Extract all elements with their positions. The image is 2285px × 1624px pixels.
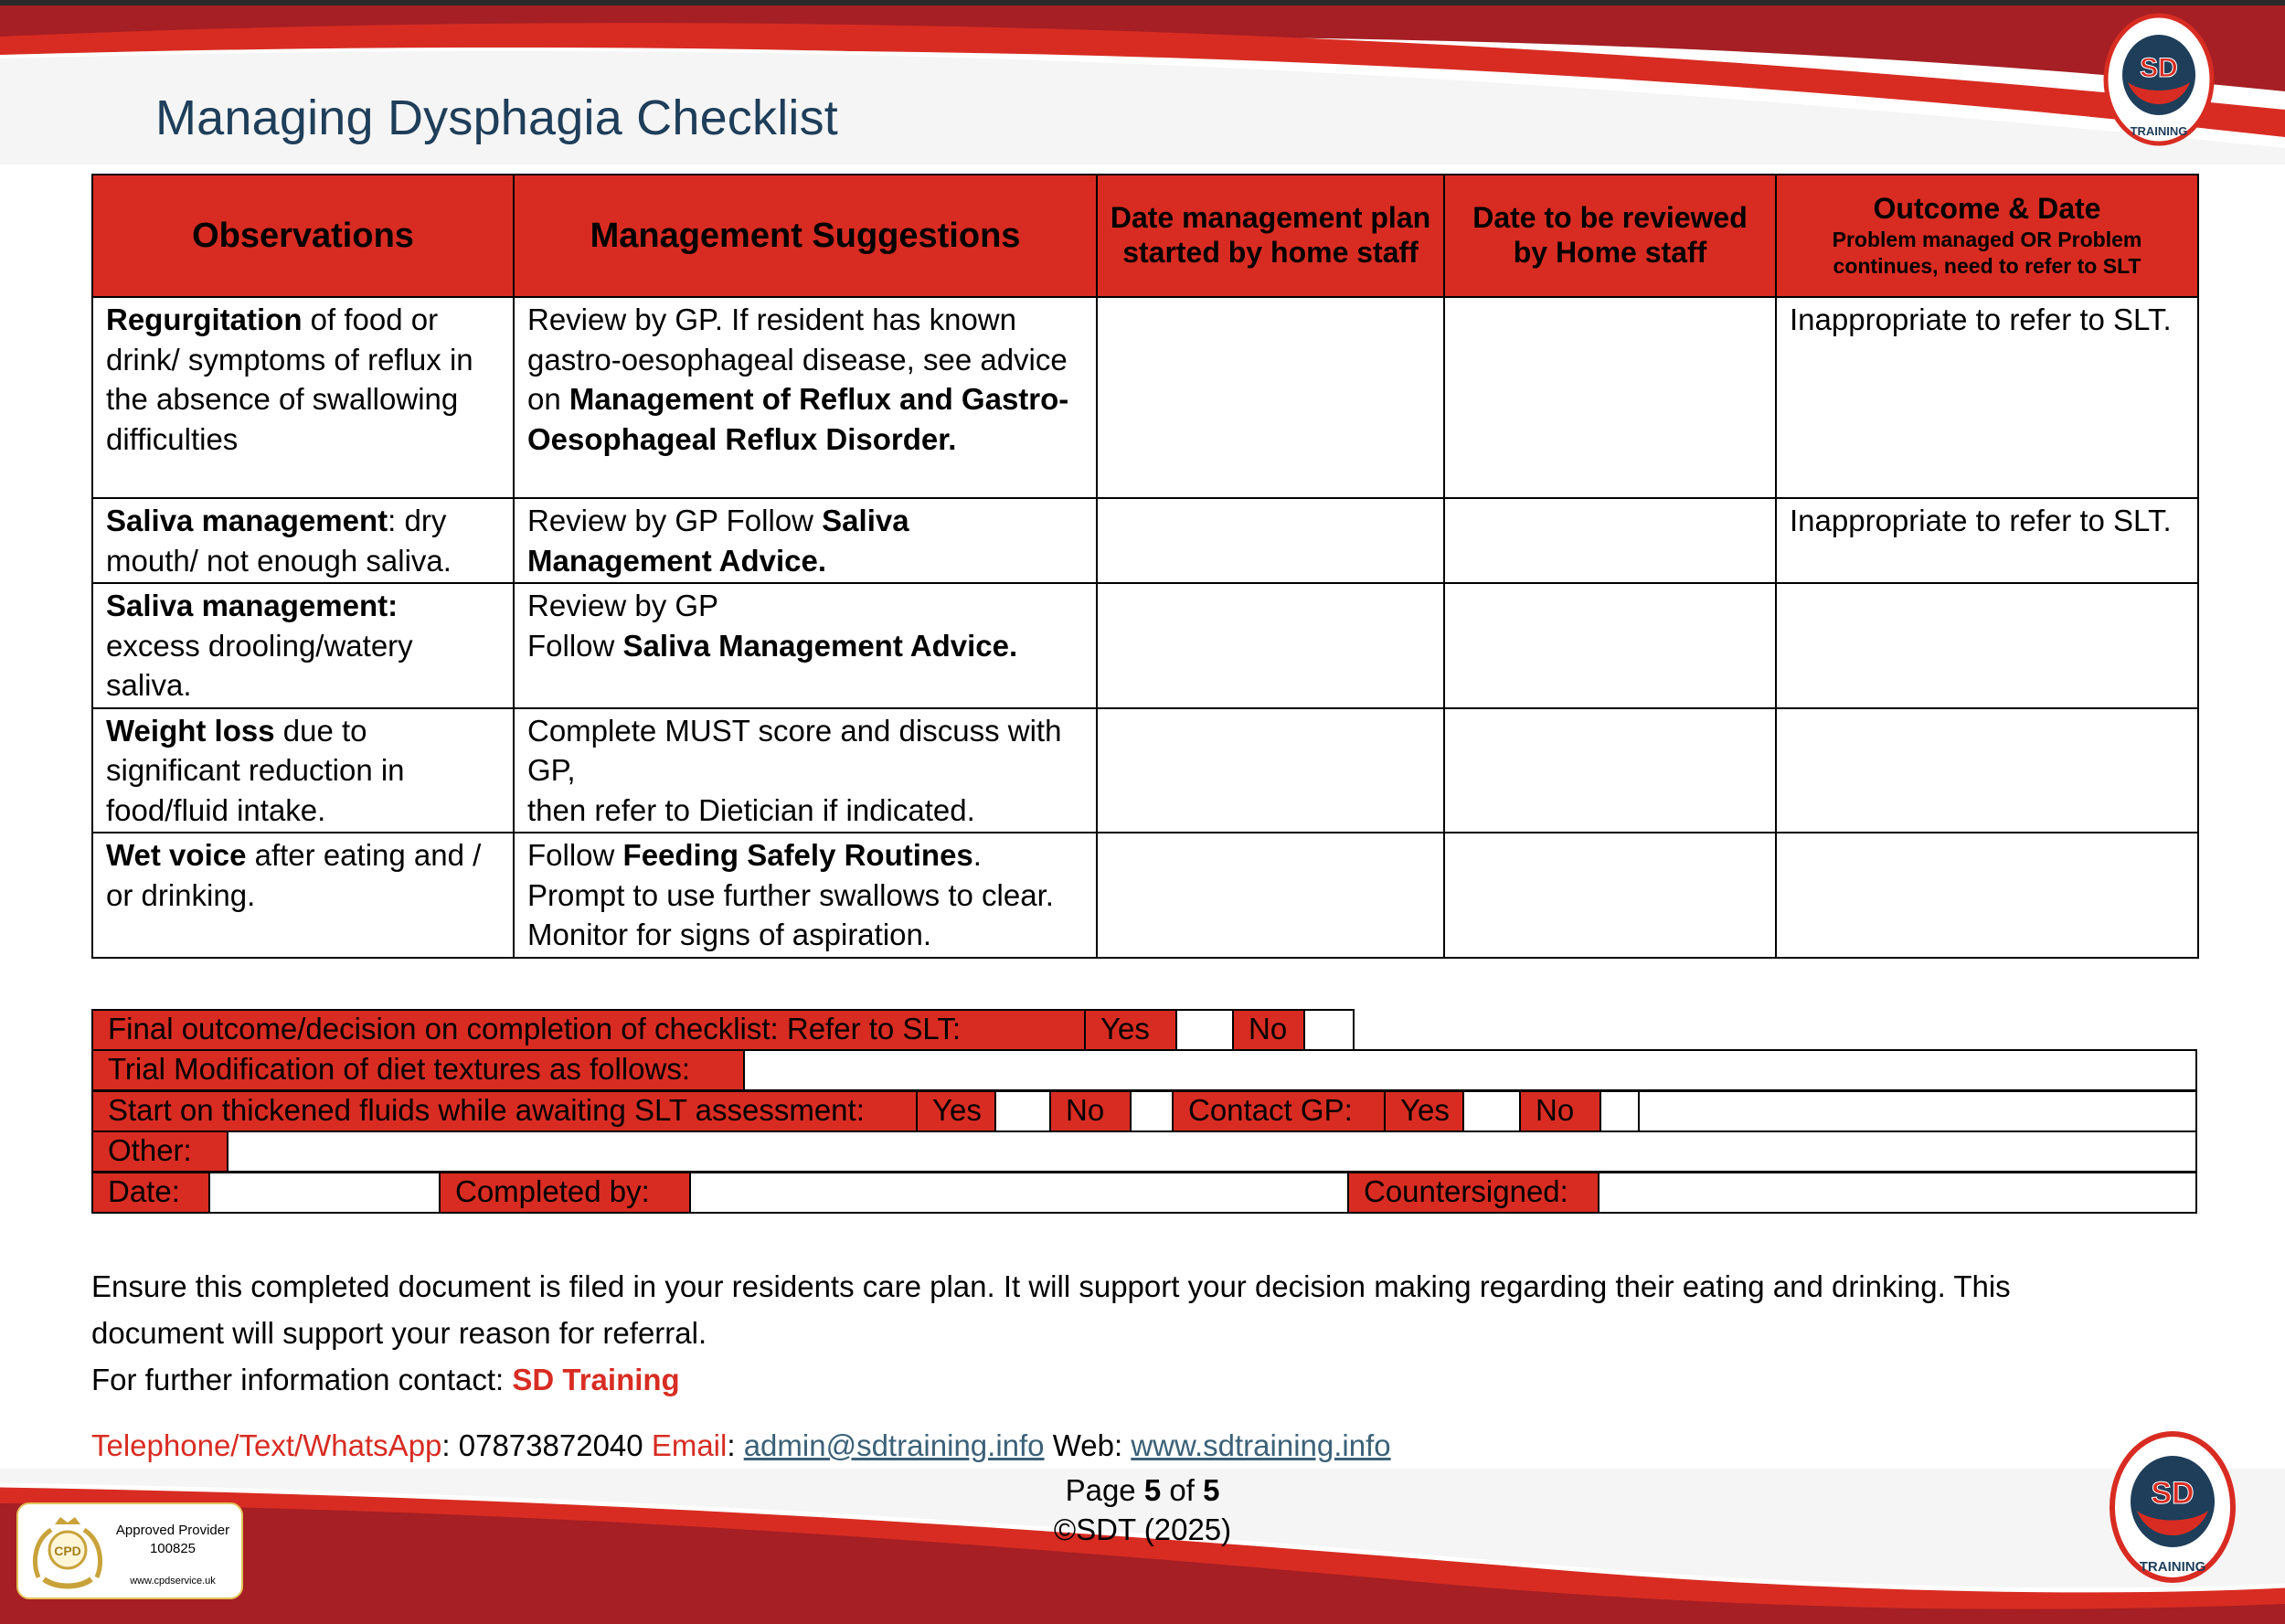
svg-text:TRAINING: TRAINING: [2130, 124, 2188, 138]
svg-text:SD: SD: [2151, 1476, 2195, 1511]
outcome-cell[interactable]: Inappropriate to refer to SLT.: [1776, 498, 2198, 583]
sd-training-logo-footer: [2108, 1428, 2237, 1586]
page-of: of: [1169, 1473, 1195, 1507]
further-info-line: [91, 1356, 2084, 1403]
countersigned-label: Countersigned:: [1347, 1172, 1600, 1214]
management-bold: Management of Reflux and Gastro- Oesophageal Reflux Disorder.: [527, 382, 1069, 456]
org-name: SD Training: [512, 1363, 680, 1396]
thickened-fluids-label: Start on thickened fluids while awaiting SLT assessment:: [91, 1090, 918, 1132]
management-text: Review by GP Follow: [527, 504, 823, 537]
management-line: Review by GP: [527, 589, 719, 623]
contact-gp-no-box[interactable]: [1600, 1090, 1640, 1132]
observation-cell: [92, 297, 514, 498]
header-management-suggestions: Management Suggestions: [514, 175, 1097, 297]
decision-form: [91, 1009, 2197, 1219]
header-date-review: Date to be reviewed by Home staff: [1444, 175, 1776, 297]
contact-gp-no-label: No: [1519, 1090, 1601, 1132]
other-field[interactable]: [227, 1130, 2197, 1173]
page-title: Managing Dysphagia Checklist: [155, 90, 838, 145]
date-review-cell[interactable]: [1444, 583, 1776, 708]
management-bold: Saliva Management Advice.: [527, 504, 909, 578]
date-review-cell[interactable]: [1444, 833, 1776, 958]
observation-bold: Regurgitation: [106, 303, 303, 336]
observation-bold: Saliva management: [106, 504, 388, 537]
completed-by-label: Completed by:: [439, 1172, 691, 1214]
observation-text: : dry mouth/ not enough saliva.: [106, 504, 452, 578]
page-total: 5: [1203, 1473, 1220, 1507]
management-cell: [514, 708, 1097, 833]
header-observations: Observations: [92, 175, 514, 297]
management-bold: Feeding Safely Routines: [622, 838, 973, 873]
svg-text:TRAINING: TRAINING: [2139, 1559, 2206, 1575]
date-label: Date:: [91, 1172, 210, 1214]
date-started-cell[interactable]: [1097, 297, 1444, 498]
refer-slt-no-label: No: [1232, 1009, 1305, 1051]
management-text: Follow: [527, 838, 623, 873]
cpd-number: 100825: [149, 1541, 197, 1556]
countersigned-field[interactable]: [1598, 1172, 2197, 1214]
observation-text: due to significant reduction in food/fluid intake.: [106, 713, 405, 827]
trial-modification-label: Trial Modification of diet textures as follows:: [91, 1049, 745, 1091]
management-text: Review by GP. If resident has known gastro-oesophageal disease, see advice on: [527, 303, 1068, 417]
management-text: Follow: [527, 628, 623, 663]
management-cell: [514, 583, 1097, 708]
copyright: ©SDT (2025): [1053, 1513, 1232, 1546]
phone-number[interactable]: 07873872040: [458, 1428, 643, 1462]
other-label: Other:: [91, 1130, 228, 1173]
web-label: Web:: [1052, 1428, 1123, 1462]
page-current: 5: [1143, 1473, 1162, 1507]
refer-slt-yes-box[interactable]: [1175, 1009, 1234, 1051]
outcome-cell[interactable]: [1776, 583, 2198, 708]
trial-modification-field[interactable]: [743, 1049, 2197, 1091]
outcome-cell[interactable]: [1776, 833, 2198, 958]
management-line: Complete MUST score and discuss with GP,: [527, 713, 1062, 788]
observation-bold: Saliva management:: [106, 589, 399, 623]
date-started-cell[interactable]: [1097, 498, 1444, 583]
management-bold: Saliva Management Advice.: [622, 628, 1018, 663]
header-outcome-title: Outcome & Date: [1873, 192, 2101, 226]
date-started-cell[interactable]: [1097, 833, 1444, 958]
contact-gp-label: Contact GP:: [1172, 1090, 1386, 1132]
email-label: Email: [651, 1428, 728, 1462]
observation-cell: [92, 833, 514, 958]
svg-text:SD: SD: [2140, 53, 2178, 83]
final-outcome-label: Final outcome/decision on completion of checklist: Refer to SLT:: [91, 1009, 1086, 1051]
table-row: [92, 833, 2198, 958]
checklist-table: [91, 174, 2199, 959]
cpd-approved-text: Approved Provider: [115, 1523, 230, 1538]
web-link[interactable]: www.sdtraining.info: [1131, 1428, 1391, 1462]
header-date-started: Date management plan started by home staff: [1097, 175, 1444, 297]
table-row: [92, 498, 2198, 583]
date-started-cell[interactable]: [1097, 583, 1444, 708]
cpd-approved-badge: [16, 1502, 243, 1599]
observation-text: of food or drink/ symptoms of reflux in the absence of swallowing difficulties: [106, 303, 473, 456]
completed-by-field[interactable]: [689, 1172, 1349, 1214]
table-row: [92, 583, 2198, 708]
thickened-yes-box[interactable]: [994, 1090, 1051, 1132]
date-started-cell[interactable]: [1097, 708, 1444, 833]
contact-gp-extra-field[interactable]: [1638, 1090, 2197, 1132]
table-row: [92, 708, 2198, 833]
phone-label: Telephone/Text/WhatsApp: [91, 1428, 442, 1462]
observation-bold: Weight loss: [106, 713, 275, 748]
management-after: . Prompt to use further swallows to clear. Monitor for signs of aspiration.: [527, 838, 1054, 952]
sd-training-logo: [2102, 11, 2216, 148]
cpd-website: www.cpdservice.uk: [130, 1576, 216, 1587]
contact-line: Telephone/Text/WhatsApp: 07873872040 Email: admin@sdtraining.info Web: www.sdtraining.info: [91, 1428, 1391, 1462]
header-outcome-subtitle: Problem managed OR Problem continues, need to refer to SLT: [1832, 228, 2142, 278]
table-row: [92, 297, 2198, 498]
filing-note: [91, 1263, 2084, 1403]
observation-text: after eating and / or drinking.: [106, 838, 482, 912]
date-review-cell[interactable]: [1444, 498, 1776, 583]
observation-cell: [92, 708, 514, 833]
date-review-cell[interactable]: [1444, 297, 1776, 498]
svg-text:CPD: CPD: [54, 1544, 81, 1558]
thickened-no-box[interactable]: [1130, 1090, 1174, 1132]
management-cell: [514, 297, 1097, 498]
header-outcome: [1776, 175, 2198, 297]
thickened-yes-label: Yes: [916, 1090, 996, 1132]
outcome-cell[interactable]: Inappropriate to refer to SLT.: [1776, 297, 2198, 498]
thickened-no-label: No: [1049, 1090, 1132, 1132]
date-review-cell[interactable]: [1444, 708, 1776, 833]
cpd-laurel-icon: [31, 1513, 104, 1592]
management-cell: [514, 833, 1097, 958]
filing-note-text: Ensure this completed document is filed in your residents care plan. It will support your decision making regarding their eating and drinking. This document will support your reason for referral.: [91, 1269, 2011, 1350]
observation-cell: [92, 583, 514, 708]
observation-text: excess drooling/watery saliva.: [106, 628, 413, 703]
contact-gp-yes-label: Yes: [1384, 1090, 1464, 1132]
page-number: [0, 1470, 2285, 1511]
observation-cell: [92, 498, 514, 583]
management-cell: [514, 498, 1097, 583]
contact-gp-yes-box[interactable]: [1462, 1090, 1521, 1132]
management-line: then refer to Dietician if indicated.: [527, 792, 975, 827]
email-link[interactable]: admin@sdtraining.info: [743, 1428, 1045, 1462]
observation-bold: Wet voice: [106, 838, 247, 873]
refer-slt-no-box[interactable]: [1303, 1009, 1355, 1051]
refer-slt-yes-label: Yes: [1084, 1009, 1177, 1051]
date-field[interactable]: [208, 1172, 441, 1214]
page-prefix: Page: [1065, 1473, 1136, 1507]
further-info-text: For further information contact:: [91, 1363, 513, 1396]
outcome-cell[interactable]: [1776, 708, 2198, 833]
table-header-row: [92, 175, 2198, 297]
